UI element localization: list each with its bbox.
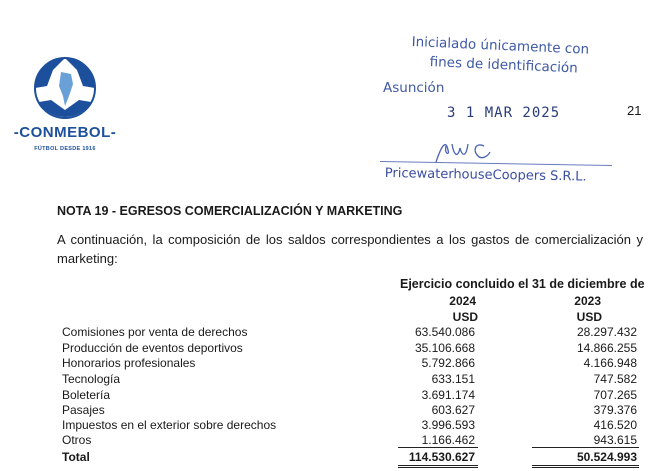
stamp-date: 3 1 MAR 2025 bbox=[447, 105, 561, 121]
total-label: Total bbox=[62, 450, 90, 464]
table-row-label: Comisiones por venta de derechos bbox=[62, 325, 248, 339]
logo-tagline: FÚTBOL DESDE 1916 bbox=[34, 146, 96, 152]
total-rule-2024 bbox=[398, 447, 478, 448]
total-double-rule-2024-b bbox=[398, 467, 478, 468]
year-2023-header: 2023 bbox=[574, 294, 601, 308]
note-intro: A continuación, la composición de los saldos correspondientes a los gastos de comercialización y marketing: bbox=[57, 232, 643, 266]
total-double-rule-2023-a bbox=[532, 465, 639, 466]
total-double-rule-2024-a bbox=[398, 465, 478, 466]
table-cell-2024: 603.627 bbox=[431, 403, 475, 417]
table-cell-2024: 3.996.593 bbox=[421, 418, 475, 432]
total-2023: 50.524.993 bbox=[576, 450, 637, 464]
currency-2023-header: USD bbox=[576, 310, 602, 324]
table-row-label: Boletería bbox=[62, 388, 111, 402]
table-cell-2023: 4.166.948 bbox=[583, 356, 637, 370]
currency-2024-header: USD bbox=[452, 310, 478, 324]
page-number: 21 bbox=[627, 103, 642, 118]
total-double-rule-2023-b bbox=[532, 467, 639, 468]
table-cell-2023: 28.297.432 bbox=[576, 325, 637, 339]
table-row-label: Pasajes bbox=[62, 403, 105, 417]
table-cell-2024: 63.540.086 bbox=[414, 325, 475, 339]
stamp-firm: PricewaterhouseCoopers S.R.L. bbox=[384, 166, 587, 185]
note-title: NOTA 19 - EGRESOS COMERCIALIZACIÓN Y MARKETING bbox=[57, 204, 403, 218]
table-cell-2023: 707.265 bbox=[593, 388, 637, 402]
table-row-label: Producción de eventos deportivos bbox=[62, 341, 243, 355]
logo-wordmark: -CONMEBOL- bbox=[13, 124, 117, 141]
conmebol-logo bbox=[10, 50, 120, 170]
table-cell-2023: 943.615 bbox=[593, 433, 637, 447]
table-row-label: Impuestos en el exterior sobre derechos bbox=[62, 418, 277, 432]
signature bbox=[432, 136, 502, 171]
total-2024: 114.530.627 bbox=[408, 450, 475, 464]
table-row-label: Tecnología bbox=[62, 372, 121, 386]
table-cell-2023: 379.376 bbox=[593, 403, 637, 417]
table-cell-2024: 3.691.174 bbox=[421, 388, 475, 402]
table-row-label: Otros bbox=[62, 433, 92, 447]
table-period-header: Ejercicio concluido el 31 de diciembre de bbox=[400, 277, 645, 291]
table-cell-2023: 747.582 bbox=[593, 372, 637, 386]
stamp-line-1: Inicialado únicamente con bbox=[411, 34, 590, 58]
table-cell-2023: 416.520 bbox=[593, 418, 637, 432]
year-2024-header: 2024 bbox=[449, 294, 476, 308]
stamp-city: Asunción bbox=[383, 80, 445, 96]
table-row-label: Honorarios profesionales bbox=[62, 356, 196, 370]
globe-ball-icon bbox=[33, 56, 97, 120]
table-cell-2024: 35.106.668 bbox=[414, 341, 475, 355]
table-cell-2024: 1.166.462 bbox=[421, 433, 475, 447]
stamp-line-2: fines de identificación bbox=[429, 54, 579, 77]
table-cell-2024: 5.792.866 bbox=[421, 356, 475, 370]
table-cell-2024: 633.151 bbox=[431, 372, 475, 386]
total-rule-2023 bbox=[532, 447, 639, 448]
table-cell-2023: 14.866.255 bbox=[576, 341, 637, 355]
